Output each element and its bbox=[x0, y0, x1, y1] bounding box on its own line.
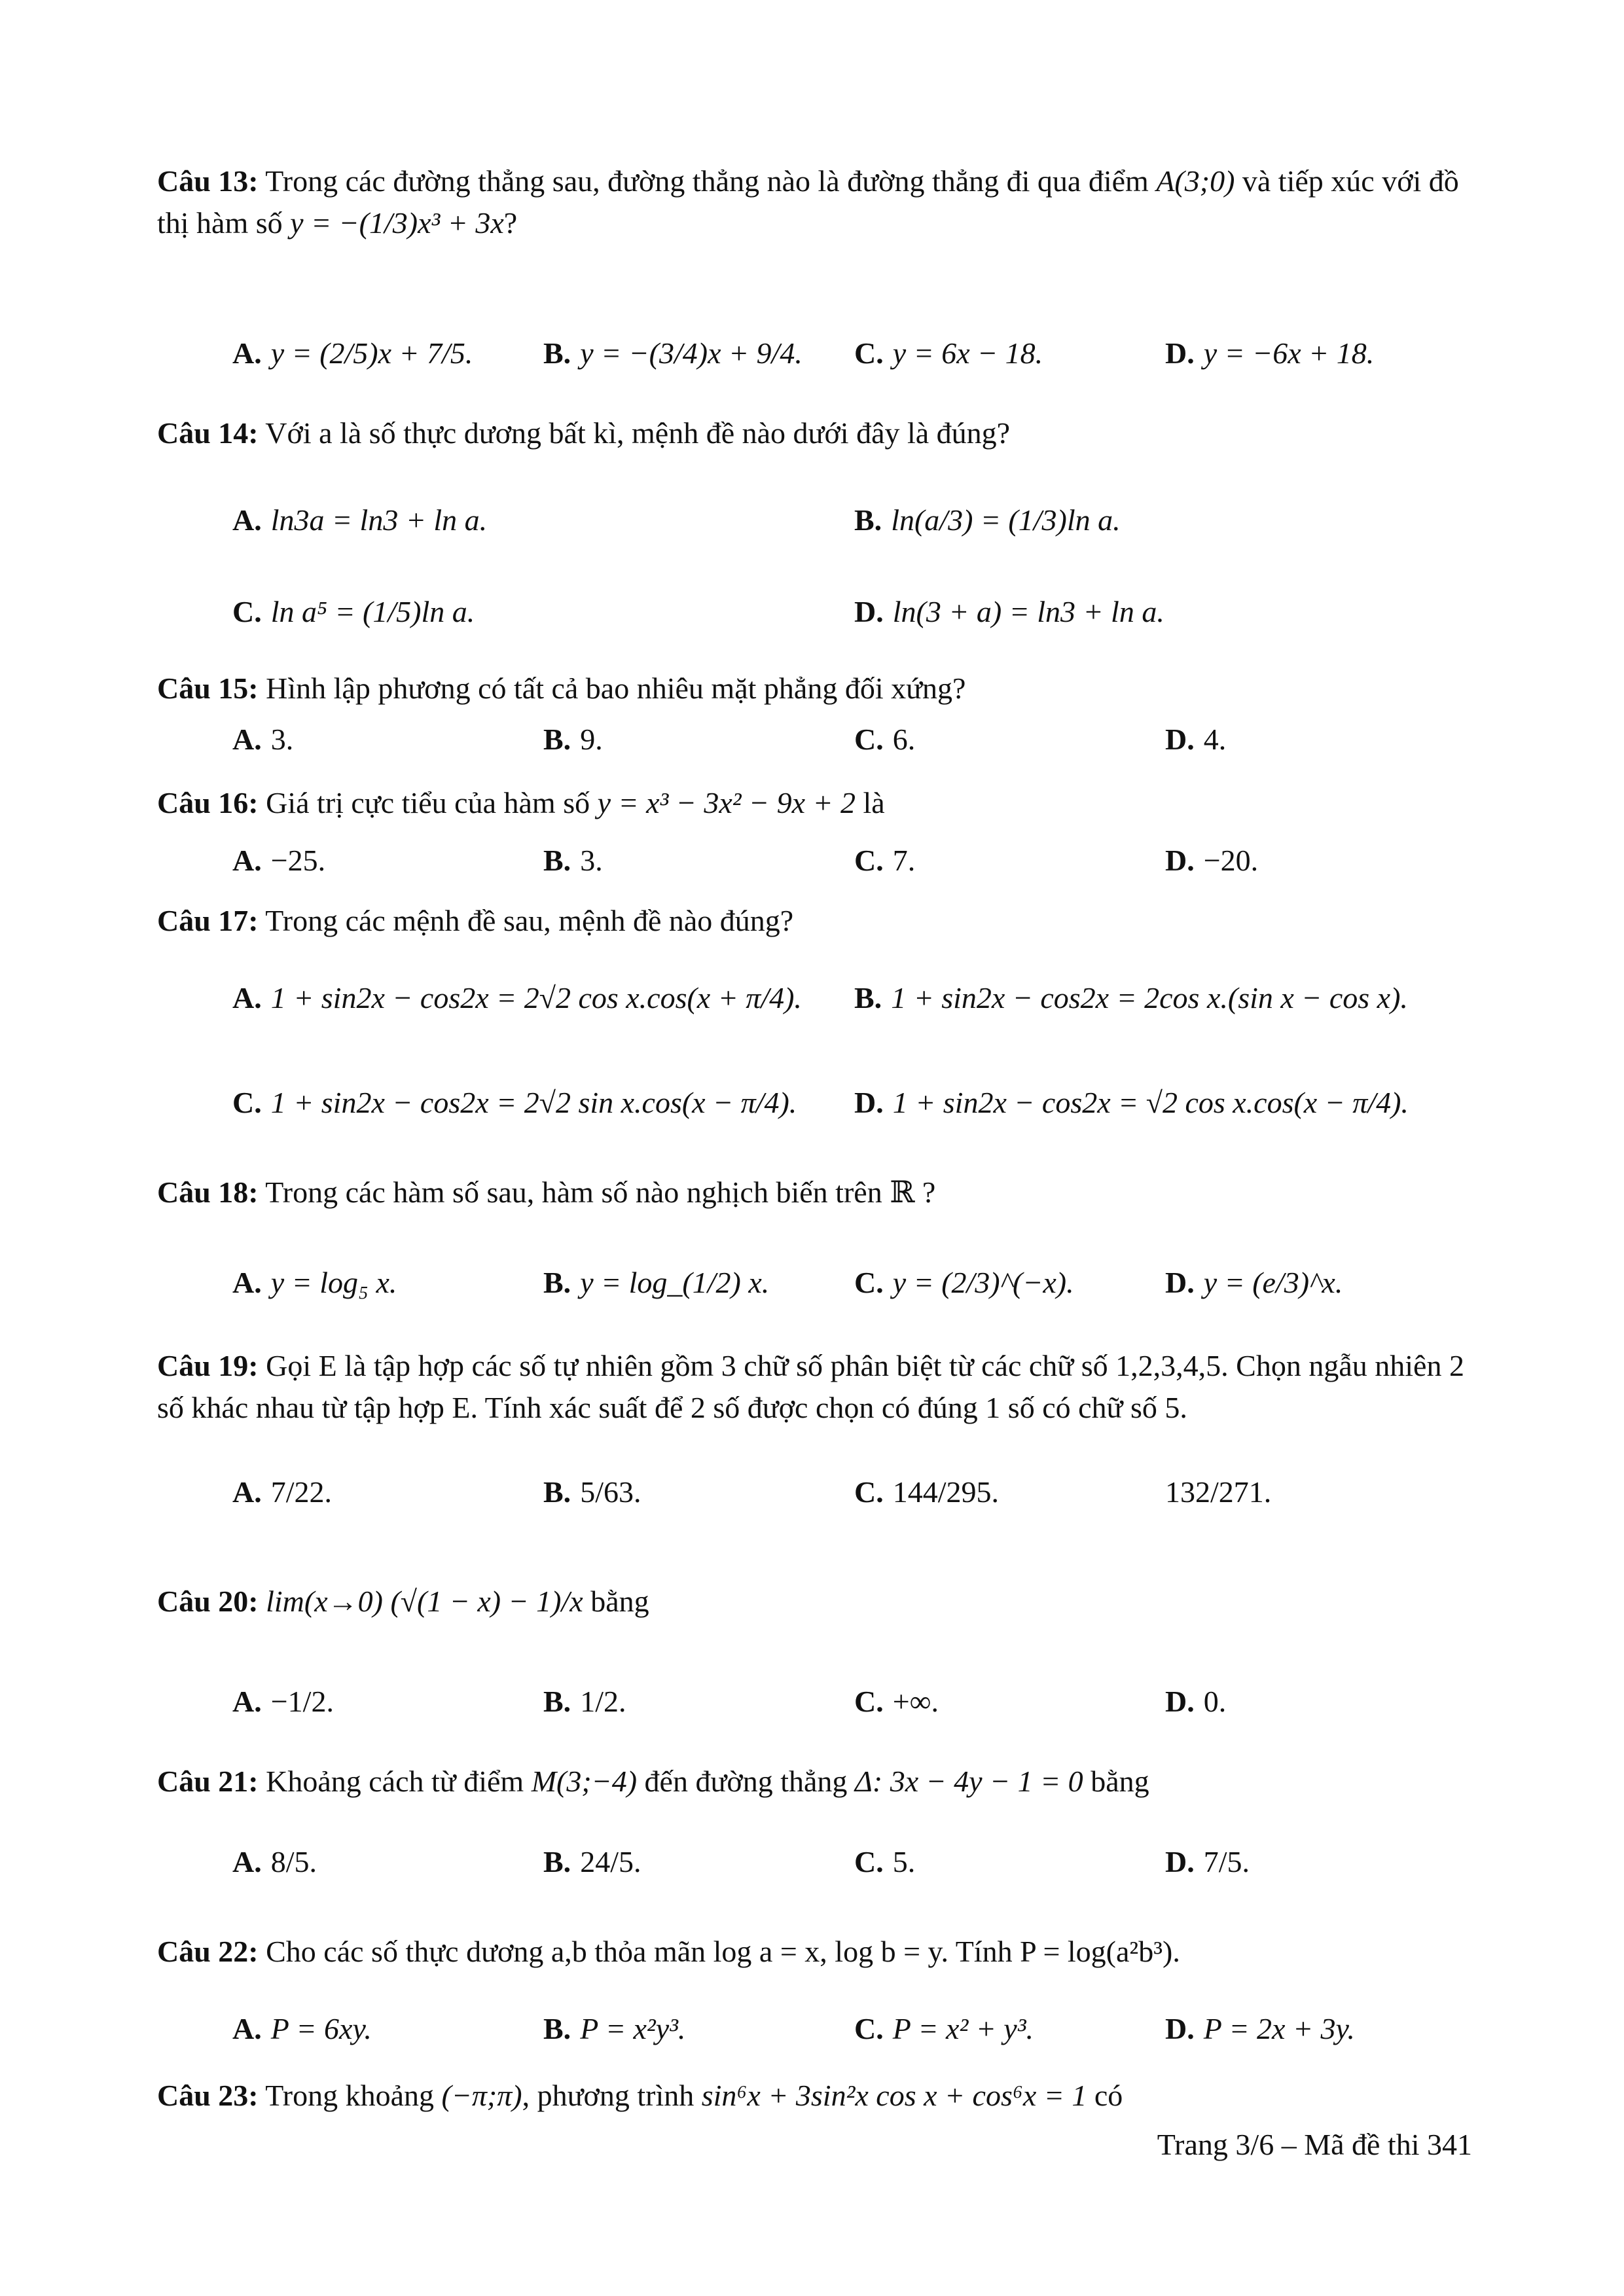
option-text: y = −(3/4)x + 9/4. bbox=[580, 336, 803, 370]
option-b[interactable] bbox=[543, 1473, 641, 1512]
page-footer: Trang 3/6 – Mã đề thi 341 bbox=[1157, 2128, 1472, 2161]
option-a[interactable] bbox=[232, 1682, 334, 1721]
question-text: Khoảng cách từ điểm bbox=[266, 1765, 524, 1798]
option-text: 3. bbox=[580, 844, 603, 877]
option-text: 4. bbox=[1203, 723, 1227, 756]
option-letter: B. bbox=[543, 2012, 571, 2045]
question-label: Câu 22: bbox=[157, 1935, 259, 1968]
option-text: 1 + sin2x − cos2x = 2cos x.(sin x − cos x). bbox=[891, 981, 1408, 1014]
option-b[interactable] bbox=[854, 501, 1121, 540]
option-text: ln(a/3) = (1/3)ln a. bbox=[891, 503, 1121, 537]
option-text: 7/22. bbox=[270, 1475, 333, 1509]
option-text: 5/63. bbox=[580, 1475, 641, 1509]
option-text: y = 6x − 18. bbox=[892, 336, 1043, 370]
option-text: 8/5. bbox=[270, 1845, 317, 1878]
option-c[interactable] bbox=[854, 1473, 999, 1512]
option-b[interactable] bbox=[854, 978, 1408, 1018]
question-label: Câu 14: bbox=[157, 416, 259, 450]
option-letter: D. bbox=[1165, 1266, 1195, 1299]
question-text: Gọi E là tập hợp các số tự nhiên gồm 3 chữ số phân biệt từ các chữ số 1,2,3,4,5. Chọn ngẫu nhiên 2 số khác nhau từ tập hợp E. Tính xác suất để 2 số được chọn có đúng 1 số có chữ số 5. bbox=[157, 1349, 1464, 1424]
option-d[interactable] bbox=[1165, 2009, 1355, 2049]
question-label: Câu 19: bbox=[157, 1349, 259, 1382]
option-letter: C. bbox=[854, 723, 884, 756]
question-text: Giá trị cực tiểu của hàm số bbox=[266, 786, 590, 819]
option-d[interactable] bbox=[1165, 720, 1226, 759]
question-end: là bbox=[863, 786, 885, 819]
option-text: 3. bbox=[270, 723, 294, 756]
math-line: Δ: 3x − 4y − 1 = 0 bbox=[854, 1765, 1083, 1798]
option-letter: A. bbox=[232, 1475, 262, 1509]
question-end: bằng bbox=[1091, 1765, 1149, 1798]
option-letter: B. bbox=[543, 336, 571, 370]
option-letter: B. bbox=[854, 981, 882, 1014]
option-text: y = log_(1/2) x. bbox=[580, 1266, 770, 1299]
option-b[interactable] bbox=[543, 1682, 626, 1721]
option-text: 1 + sin2x − cos2x = 2√2 cos x.cos(x + π/4). bbox=[270, 981, 802, 1014]
math-limit: lim(x→0) (√(1 − x) − 1)/x bbox=[266, 1585, 583, 1618]
option-c[interactable] bbox=[854, 1263, 1074, 1302]
option-letter: A. bbox=[232, 1845, 262, 1878]
option-text: y = (e/3)^x. bbox=[1203, 1266, 1343, 1299]
question-16 bbox=[157, 782, 1473, 824]
question-label: Câu 15: bbox=[157, 672, 259, 705]
option-c[interactable] bbox=[854, 1842, 915, 1882]
math-function: y = −(1/3)x³ + 3x bbox=[290, 206, 504, 240]
option-letter: A. bbox=[232, 1685, 262, 1718]
question-17 bbox=[157, 900, 1473, 942]
question-13 bbox=[157, 160, 1473, 244]
option-d[interactable] bbox=[1165, 1473, 1271, 1512]
option-c[interactable] bbox=[854, 720, 915, 759]
option-letter: D. bbox=[1165, 1685, 1195, 1718]
question-text: Hình lập phương có tất cả bao nhiêu mặt phẳng đối xứng? bbox=[266, 672, 966, 705]
option-c[interactable] bbox=[232, 1083, 797, 1122]
option-text: P = 6xy. bbox=[270, 2012, 372, 2045]
option-b[interactable] bbox=[543, 1842, 641, 1882]
option-text: 7. bbox=[892, 844, 916, 877]
option-letter: A. bbox=[232, 1266, 262, 1299]
option-letter: C. bbox=[232, 1086, 262, 1119]
option-text: −1/2. bbox=[270, 1685, 334, 1718]
option-text: 0. bbox=[1203, 1685, 1227, 1718]
option-text: 7/5. bbox=[1203, 1845, 1250, 1878]
option-letter: D. bbox=[854, 1086, 884, 1119]
option-letter: A. bbox=[232, 2012, 262, 2045]
question-end: ? bbox=[503, 206, 518, 240]
math-equation: sin⁶x + 3sin²x cos x + cos⁶x = 1 bbox=[701, 2079, 1087, 2112]
option-text: −20. bbox=[1203, 844, 1259, 877]
question-text: Trong các đường thẳng sau, đường thẳng nào là đường thẳng đi qua điểm bbox=[265, 164, 1149, 198]
question-text: Trong các hàm số sau, hàm số nào nghịch biến trên ℝ ? bbox=[265, 1175, 936, 1209]
option-d[interactable] bbox=[854, 1083, 1409, 1122]
option-b[interactable] bbox=[543, 841, 603, 880]
option-a[interactable] bbox=[232, 1473, 332, 1512]
option-letter: D. bbox=[1165, 336, 1195, 370]
question-text: Trong các mệnh đề sau, mệnh đề nào đúng? bbox=[265, 904, 794, 937]
option-letter: B. bbox=[543, 1475, 571, 1509]
option-text: y = (2/3)^(−x). bbox=[892, 1266, 1074, 1299]
option-letter: B. bbox=[543, 1845, 571, 1878]
option-text: 24/5. bbox=[580, 1845, 641, 1878]
option-letter: A. bbox=[232, 723, 262, 756]
option-c[interactable] bbox=[854, 841, 915, 880]
option-letter: C. bbox=[854, 2012, 884, 2045]
option-b[interactable] bbox=[543, 2009, 685, 2049]
option-d[interactable] bbox=[1165, 1842, 1250, 1882]
question-text: đến đường thẳng bbox=[644, 1765, 848, 1798]
option-letter: A. bbox=[232, 503, 262, 537]
question-label: Câu 20: bbox=[157, 1585, 259, 1618]
option-a[interactable] bbox=[232, 841, 325, 880]
option-letter: D. bbox=[1165, 844, 1195, 877]
option-text: y = log₅ x. bbox=[270, 1266, 397, 1299]
option-text: y = −6x + 18. bbox=[1203, 336, 1375, 370]
option-text: 6. bbox=[892, 723, 916, 756]
option-c[interactable] bbox=[854, 1682, 939, 1721]
option-c[interactable] bbox=[232, 592, 475, 632]
option-c[interactable] bbox=[854, 334, 1043, 373]
question-21 bbox=[157, 1761, 1473, 1803]
option-d[interactable] bbox=[854, 592, 1164, 632]
option-text: P = x² + y³. bbox=[892, 2012, 1034, 2045]
option-text: y = (2/5)x + 7/5. bbox=[270, 336, 473, 370]
option-a[interactable] bbox=[232, 978, 802, 1018]
question-23 bbox=[157, 2075, 1473, 2117]
math-point: A(3;0) bbox=[1156, 164, 1235, 198]
question-text: , phương trình bbox=[522, 2079, 695, 2112]
option-text: 144/295. bbox=[892, 1475, 1000, 1509]
math-point: M(3;−4) bbox=[531, 1765, 638, 1798]
question-label: Câu 13: bbox=[157, 164, 259, 198]
question-text: và tiếp xúc với đồ thị hàm số bbox=[157, 164, 1459, 240]
question-end: có bbox=[1094, 2079, 1123, 2112]
option-letter: A. bbox=[232, 336, 262, 370]
option-letter: B. bbox=[543, 1685, 571, 1718]
option-text: −25. bbox=[270, 844, 326, 877]
option-letter: C. bbox=[854, 1685, 884, 1718]
option-text: 132/271. bbox=[1165, 1475, 1272, 1509]
question-15 bbox=[157, 668, 1473, 709]
option-text: +∞. bbox=[892, 1685, 939, 1718]
question-label: Câu 21: bbox=[157, 1765, 259, 1798]
question-label: Câu 17: bbox=[157, 904, 259, 937]
math-function: y = x³ − 3x² − 9x + 2 bbox=[597, 786, 856, 819]
option-letter: C. bbox=[854, 1475, 884, 1509]
option-a[interactable] bbox=[232, 720, 293, 759]
option-letter: C. bbox=[854, 336, 884, 370]
option-text: ln a⁵ = (1/5)ln a. bbox=[270, 595, 475, 628]
question-text: Với a là số thực dương bất kì, mệnh đề nào dưới đây là đúng? bbox=[265, 416, 1011, 450]
option-d[interactable] bbox=[1165, 334, 1374, 373]
math-interval: (−π;π) bbox=[441, 2079, 522, 2112]
option-b[interactable] bbox=[543, 1263, 769, 1302]
question-label: Câu 23: bbox=[157, 2079, 259, 2112]
question-text: Cho các số thực dương a,b thỏa mãn log a = x, log b = y. Tính P = log(a²b³). bbox=[266, 1935, 1180, 1968]
option-text: ln(3 + a) = ln3 + ln a. bbox=[892, 595, 1164, 628]
option-text: 1/2. bbox=[580, 1685, 626, 1718]
question-19 bbox=[157, 1345, 1473, 1429]
question-14 bbox=[157, 412, 1473, 454]
option-letter: D. bbox=[854, 595, 884, 628]
option-b[interactable] bbox=[543, 720, 603, 759]
option-letter: C. bbox=[854, 844, 884, 877]
question-label: Câu 16: bbox=[157, 786, 259, 819]
option-letter: B. bbox=[543, 1266, 571, 1299]
option-text: 1 + sin2x − cos2x = √2 cos x.cos(x − π/4). bbox=[892, 1086, 1409, 1119]
question-20 bbox=[157, 1581, 1473, 1623]
option-a[interactable] bbox=[232, 334, 473, 373]
option-c[interactable] bbox=[854, 2009, 1034, 2049]
option-text: 9. bbox=[580, 723, 603, 756]
option-b[interactable] bbox=[543, 334, 803, 373]
option-text: ln3a = ln3 + ln a. bbox=[270, 503, 488, 537]
option-letter: C. bbox=[854, 1266, 884, 1299]
option-a[interactable] bbox=[232, 2009, 372, 2049]
option-letter: B. bbox=[543, 844, 571, 877]
option-a[interactable] bbox=[232, 1263, 397, 1302]
option-letter: D. bbox=[1165, 723, 1195, 756]
question-text: Trong khoảng bbox=[265, 2079, 435, 2112]
option-d[interactable] bbox=[1165, 1682, 1226, 1721]
question-18 bbox=[157, 1172, 1473, 1213]
option-text: 1 + sin2x − cos2x = 2√2 sin x.cos(x − π/4). bbox=[270, 1086, 797, 1119]
option-letter: A. bbox=[232, 981, 262, 1014]
question-end: bằng bbox=[590, 1585, 649, 1618]
option-a[interactable] bbox=[232, 501, 487, 540]
option-letter: D. bbox=[1165, 2012, 1195, 2045]
option-d[interactable] bbox=[1165, 841, 1258, 880]
question-22 bbox=[157, 1931, 1473, 1973]
option-letter: B. bbox=[543, 723, 571, 756]
option-d[interactable] bbox=[1165, 1263, 1343, 1302]
option-letter: D. bbox=[1165, 1845, 1195, 1878]
option-letter: A. bbox=[232, 844, 262, 877]
option-a[interactable] bbox=[232, 1842, 317, 1882]
option-text: P = x²y³. bbox=[580, 2012, 686, 2045]
question-label: Câu 18: bbox=[157, 1175, 259, 1209]
option-letter: C. bbox=[232, 595, 262, 628]
option-text: P = 2x + 3y. bbox=[1203, 2012, 1355, 2045]
option-letter: B. bbox=[854, 503, 882, 537]
option-text: 5. bbox=[892, 1845, 916, 1878]
option-letter: C. bbox=[854, 1845, 884, 1878]
